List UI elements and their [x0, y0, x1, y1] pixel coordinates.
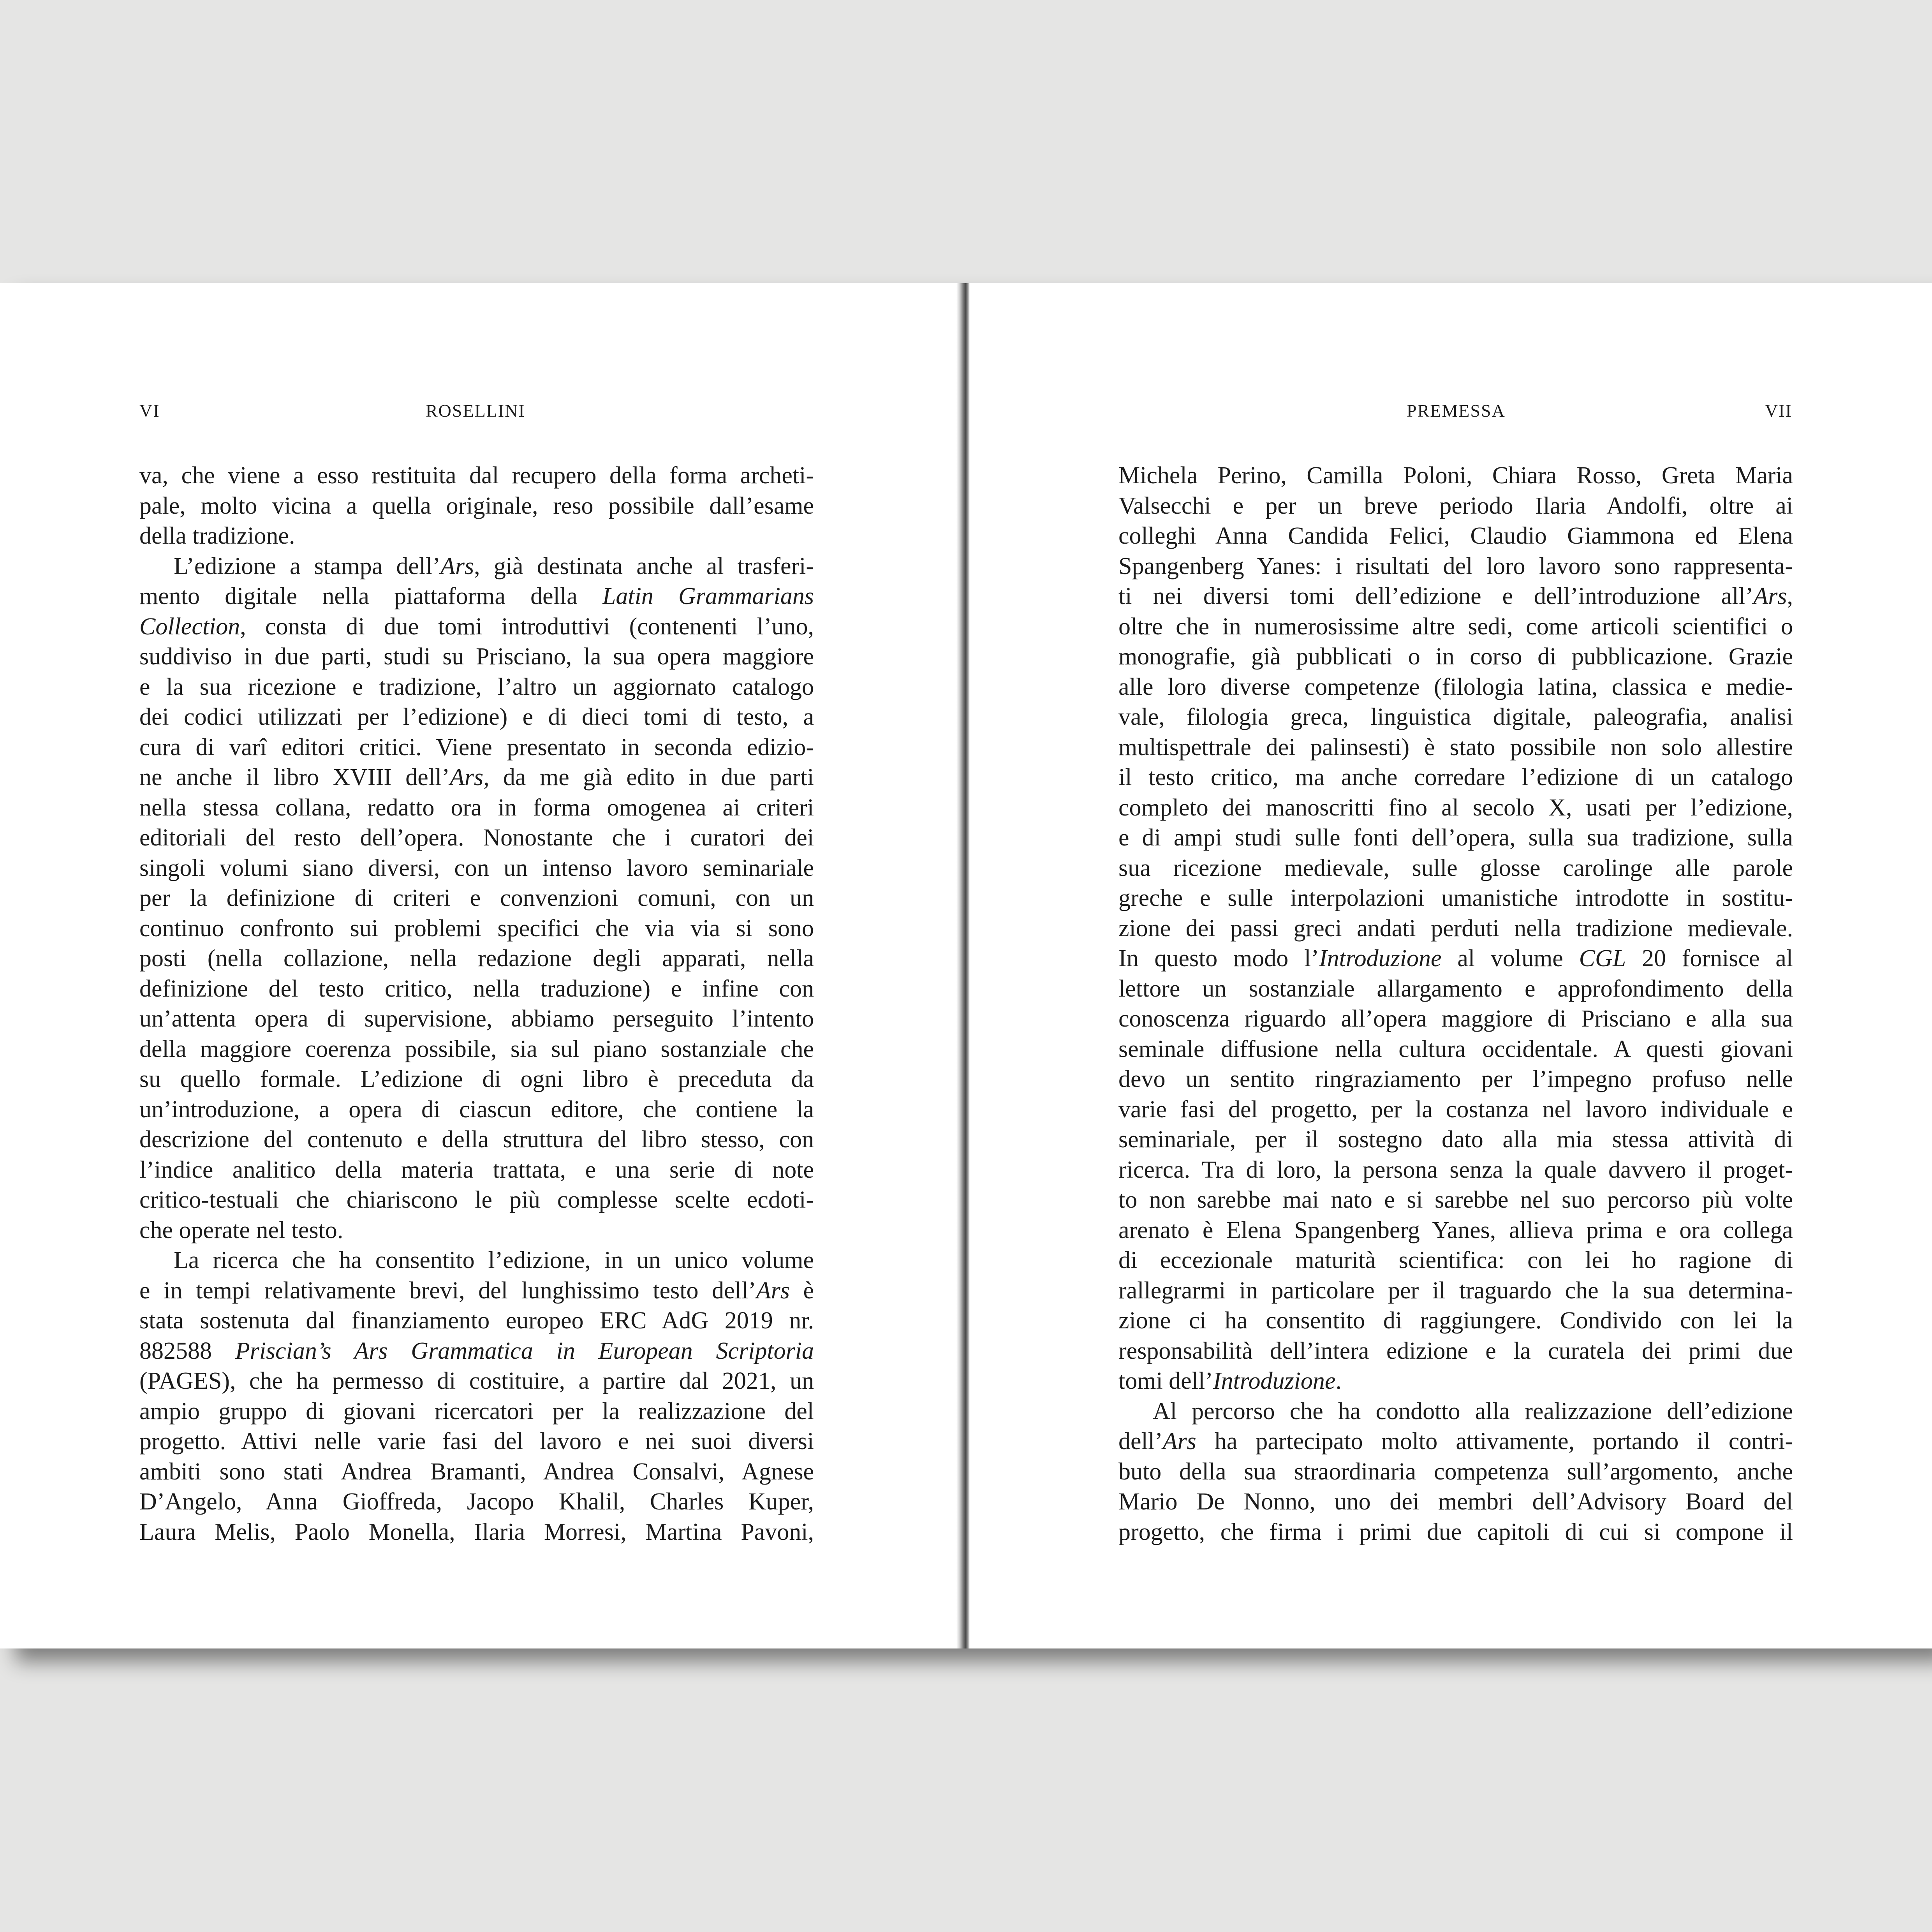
- text-segment: zione dei passi greci andati perduti nella tradizione medievale.: [1118, 915, 1793, 942]
- text-segment: D’Angelo, Anna Gioffreda, Jacopo Khalil, Charles Kuper,: [139, 1488, 814, 1515]
- text-segment: di eccezionale maturità scientifica: con lei ho ragione di: [1118, 1247, 1793, 1273]
- text-line: [1118, 944, 1793, 974]
- text-segment: e in tempi relativamente brevi, del lunghissimo testo dell’: [139, 1277, 756, 1304]
- text-segment: un’attenta opera di supervisione, abbiamo perseguito l’intento: [139, 1006, 814, 1032]
- text-line: [1118, 793, 1793, 823]
- text-segment: ha partecipato molto attivamente, portando il contri-: [1196, 1428, 1793, 1455]
- text-line: [1118, 853, 1793, 884]
- text-line: [139, 1034, 814, 1065]
- text-line: [139, 1215, 814, 1246]
- text-line: [1118, 702, 1793, 733]
- text-segment: zione ci ha consentito di raggiungere. Condivido con lei la: [1118, 1307, 1793, 1334]
- text-line: [1118, 1095, 1793, 1125]
- text-line: [139, 1155, 814, 1185]
- text-line: [1118, 612, 1793, 642]
- text-segment: varie fasi del progetto, per la costanza nel lavoro individuale e: [1118, 1096, 1793, 1123]
- text-segment: (PAGES), che ha permesso di costituire, a partire dal 2021, un: [139, 1368, 814, 1394]
- text-line: [1118, 883, 1793, 914]
- text-line: [139, 823, 814, 853]
- text-line: [1118, 1245, 1793, 1276]
- text-segment: arenato è Elena Spangenberg Yanes, allieva prima e ora collega: [1118, 1217, 1793, 1243]
- text-line: [139, 944, 814, 974]
- text-segment: dei codici utilizzati per l’edizione) e di dieci tomi di testo, a: [139, 704, 814, 730]
- text-segment: mento digitale nella piattaforma della: [139, 583, 602, 609]
- text-segment: pale, molto vicina a quella originale, reso possibile dall’esame: [139, 492, 814, 519]
- text-line: [139, 1004, 814, 1034]
- text-line: [139, 1487, 814, 1517]
- text-line: [139, 461, 814, 491]
- text-line: [1118, 1004, 1793, 1034]
- text-segment: 882588: [139, 1337, 235, 1364]
- text-segment: per la definizione di criteri e convenzioni comuni, con un: [139, 885, 814, 911]
- text-segment: va, che viene a esso restituita dal recupero della forma archeti-: [139, 462, 814, 489]
- text-segment: .: [1335, 1368, 1342, 1394]
- text-segment: oltre che in numerosissime altre sedi, come articoli scientifici o: [1118, 613, 1793, 640]
- text-line: [139, 612, 814, 642]
- text-segment: progetto. Attivi nelle varie fasi del lavoro e nei suoi diversi: [139, 1428, 814, 1455]
- text-segment: che operate nel testo.: [139, 1217, 343, 1243]
- text-segment: 20 fornisce al: [1626, 945, 1793, 972]
- text-segment: posti (nella collazione, nella redazione degli apparati, nella: [139, 945, 814, 972]
- text-segment: Laura Melis, Paolo Monella, Ilaria Morresi, Martina Pavoni,: [139, 1518, 814, 1545]
- text-segment: Mario De Nonno, uno dei membri dell’Advisory Board del: [1118, 1488, 1793, 1515]
- text-segment: ambiti sono stati Andrea Bramanti, Andrea Consalvi, Agnese: [139, 1458, 814, 1485]
- text-line: [139, 1517, 814, 1548]
- text-line: [139, 702, 814, 733]
- text-line: [1118, 1125, 1793, 1155]
- text-segment: continuo confronto sui problemi specifici che via via si sono: [139, 915, 814, 942]
- text-segment: monografie, già pubblicati o in corso di pubblicazione. Grazie: [1118, 643, 1793, 670]
- text-segment: progetto, che firma i primi due capitoli di cui si compone il: [1118, 1518, 1793, 1545]
- right-folio: VII: [1765, 401, 1792, 421]
- text-line: [1118, 1427, 1793, 1457]
- text-line: [1118, 672, 1793, 703]
- text-segment: responsabilità dell’intera edizione e la curatela dei primi due: [1118, 1337, 1793, 1364]
- text-segment: l’indice analitico della materia trattata, e una serie di note: [139, 1156, 814, 1183]
- text-line: [139, 1095, 814, 1125]
- text-segment: to non sarebbe mai nato e si sarebbe nel suo percorso più volte: [1118, 1187, 1793, 1213]
- text-segment: su quello formale. L’edizione di ogni libro è preceduta da: [139, 1066, 814, 1092]
- text-segment: ampio gruppo di giovani ricercatori per la realizzazione del: [139, 1398, 814, 1425]
- text-line: [139, 672, 814, 703]
- text-segment: Al percorso che ha condotto alla realizzazione dell’edizione: [1153, 1398, 1793, 1425]
- left-folio: VI: [139, 401, 160, 421]
- text-segment: e la sua ricezione e tradizione, l’altro un aggiornato catalogo: [139, 673, 814, 700]
- text-segment: cura di varî editori critici. Viene presentato in seconda edizio-: [139, 734, 814, 761]
- text-line: [139, 793, 814, 823]
- text-line: [139, 1366, 814, 1397]
- text-segment: tomi dell’: [1118, 1368, 1213, 1394]
- text-segment: stata sostenuta dal finanziamento europeo ERC AdG 2019 nr.: [139, 1307, 814, 1334]
- text-segment: devo un sentito ringraziamento per l’impegno profuso nelle: [1118, 1066, 1793, 1092]
- text-line: [1118, 1185, 1793, 1215]
- text-line: [139, 733, 814, 763]
- text-segment: completo dei manoscritti fino al secolo X, usati per l’edizione,: [1118, 794, 1793, 821]
- text-segment: rallegrarmi in particolare per il traguardo che la sua determina-: [1118, 1277, 1793, 1304]
- text-segment: , già destinata anche al trasferi-: [474, 553, 814, 579]
- text-line: [1118, 1517, 1793, 1548]
- text-line: [139, 581, 814, 612]
- text-line: [139, 1185, 814, 1215]
- text-line: [1118, 1457, 1793, 1487]
- text-line: [1118, 763, 1793, 793]
- text-line: [1118, 1276, 1793, 1306]
- text-segment: buto della sua straordinaria competenza sull’argomento, anche: [1118, 1458, 1793, 1485]
- text-line: [1118, 1487, 1793, 1517]
- text-segment: della maggiore coerenza possibile, sia sul piano sostanziale che: [139, 1036, 814, 1062]
- italic-text: Collection: [139, 613, 240, 640]
- italic-text: Priscian’s Ars Grammatica in European Scriptoria: [235, 1337, 814, 1364]
- text-segment: alle loro diverse competenze (filologia latina, classica e medie-: [1118, 673, 1793, 700]
- text-line: [1118, 521, 1793, 551]
- text-line: [1118, 1215, 1793, 1246]
- text-line: [1118, 1366, 1793, 1397]
- text-line: [139, 551, 814, 582]
- text-line: [139, 883, 814, 914]
- italic-text: Introduzione: [1213, 1368, 1336, 1394]
- text-line: [139, 1306, 814, 1336]
- text-line: [1118, 914, 1793, 944]
- text-segment: della tradizione.: [139, 523, 295, 549]
- text-segment: In questo modo l’: [1118, 945, 1319, 972]
- text-segment: un’introduzione, a opera di ciascun editore, che contiene la: [139, 1096, 814, 1123]
- text-segment: definizione del testo critico, nella traduzione) e infine con: [139, 975, 814, 1002]
- text-segment: editoriali del resto dell’opera. Nonostante che i curatori dei: [139, 824, 814, 851]
- text-line: [139, 1125, 814, 1155]
- text-line: [139, 1276, 814, 1306]
- text-line: [139, 1397, 814, 1427]
- text-segment: ne anche il libro XVIII dell’: [139, 764, 450, 791]
- text-line: [1118, 1306, 1793, 1336]
- text-segment: greche e sulle interpolazioni umanistiche introdotte in sostitu-: [1118, 885, 1793, 911]
- text-segment: Valsecchi e per un breve periodo Ilaria Andolfi, oltre ai: [1118, 492, 1793, 519]
- left-page-body: [139, 461, 814, 1547]
- text-segment: , consta di due tomi introduttivi (contenenti l’uno,: [240, 613, 814, 640]
- italic-text: Ars: [1162, 1428, 1196, 1455]
- text-segment: descrizione del contenuto e della struttura del libro stesso, con: [139, 1126, 814, 1153]
- text-line: [1118, 581, 1793, 612]
- text-line: [1118, 1397, 1793, 1427]
- text-segment: Michela Perino, Camilla Poloni, Chiara Rosso, Greta Maria: [1118, 462, 1793, 489]
- text-line: [139, 763, 814, 793]
- text-segment: dell’: [1118, 1428, 1163, 1455]
- text-segment: il testo critico, ma anche corredare l’edizione di un catalogo: [1118, 764, 1793, 791]
- text-line: [1118, 1155, 1793, 1185]
- italic-text: CGL: [1579, 945, 1626, 972]
- text-segment: nella stessa collana, redatto ora in forma omogenea ai criteri: [139, 794, 814, 821]
- italic-text: Ars: [449, 764, 484, 791]
- text-segment: ,: [1787, 583, 1793, 609]
- text-segment: conoscenza riguardo all’opera maggiore di Prisciano e alla sua: [1118, 1006, 1793, 1032]
- italic-text: Latin Grammarians: [602, 583, 814, 609]
- text-segment: lettore un sostanziale allargamento e approfondimento della: [1118, 975, 1793, 1002]
- text-line: [1118, 461, 1793, 491]
- text-segment: singoli volumi siano diversi, con un intenso lavoro seminariale: [139, 854, 814, 881]
- text-segment: è: [789, 1277, 814, 1304]
- book-gutter: [956, 283, 970, 1648]
- text-segment: L’edizione a stampa dell’: [174, 553, 441, 579]
- text-line: [1118, 642, 1793, 672]
- text-segment: al volume: [1441, 945, 1579, 972]
- text-segment: seminale diffusione nella cultura occidentale. A questi giovani: [1118, 1036, 1793, 1062]
- italic-text: Ars: [1753, 583, 1787, 609]
- right-running-title: PREMESSA: [1407, 401, 1506, 421]
- text-line: [1118, 1064, 1793, 1095]
- text-line: [1118, 1336, 1793, 1367]
- text-line: [139, 974, 814, 1004]
- text-line: [1118, 491, 1793, 521]
- text-segment: La ricerca che ha consentito l’edizione, in un unico volume: [174, 1247, 814, 1273]
- text-segment: vale, filologia greca, linguistica digitale, paleografia, analisi: [1118, 704, 1793, 730]
- text-line: [1118, 551, 1793, 582]
- text-line: [139, 914, 814, 944]
- text-segment: e di ampi studi sulle fonti dell’opera, sulla sua tradizione, sulla: [1118, 824, 1793, 851]
- text-line: [1118, 733, 1793, 763]
- text-segment: critico-testuali che chiariscono le più complesse scelte ecdoti-: [139, 1187, 814, 1213]
- text-line: [139, 642, 814, 672]
- left-running-title: ROSELLINI: [426, 401, 525, 421]
- italic-text: Ars: [440, 553, 474, 579]
- text-line: [139, 853, 814, 884]
- text-segment: ti nei diversi tomi dell’edizione e dell’introduzione all’: [1118, 583, 1754, 609]
- text-line: [139, 491, 814, 521]
- text-line: [139, 1336, 814, 1367]
- text-line: [1118, 974, 1793, 1004]
- text-line: [139, 521, 814, 551]
- italic-text: Introduzione: [1319, 945, 1442, 972]
- text-segment: seminariale, per il sostegno dato alla mia stessa attività di: [1118, 1126, 1793, 1153]
- text-segment: Spangenberg Yanes: i risultati del loro lavoro sono rappresenta-: [1118, 553, 1793, 579]
- italic-text: Ars: [756, 1277, 790, 1304]
- text-segment: suddiviso in due parti, studi su Prisciano, la sua opera maggiore: [139, 643, 814, 670]
- text-segment: ricerca. Tra di loro, la persona senza la quale davvero il proget-: [1118, 1156, 1793, 1183]
- text-line: [1118, 1034, 1793, 1065]
- text-line: [139, 1457, 814, 1487]
- text-line: [139, 1064, 814, 1095]
- text-line: [139, 1427, 814, 1457]
- text-segment: colleghi Anna Candida Felici, Claudio Giammona ed Elena: [1118, 523, 1793, 549]
- text-segment: , da me già edito in due parti: [483, 764, 814, 791]
- text-line: [139, 1245, 814, 1276]
- text-segment: multispettrale dei palinsesti) è stato possibile non solo allestire: [1118, 734, 1793, 761]
- text-segment: sua ricezione medievale, sulle glosse carolinge alle parole: [1118, 854, 1793, 881]
- right-page-body: [1118, 461, 1793, 1547]
- text-line: [1118, 823, 1793, 853]
